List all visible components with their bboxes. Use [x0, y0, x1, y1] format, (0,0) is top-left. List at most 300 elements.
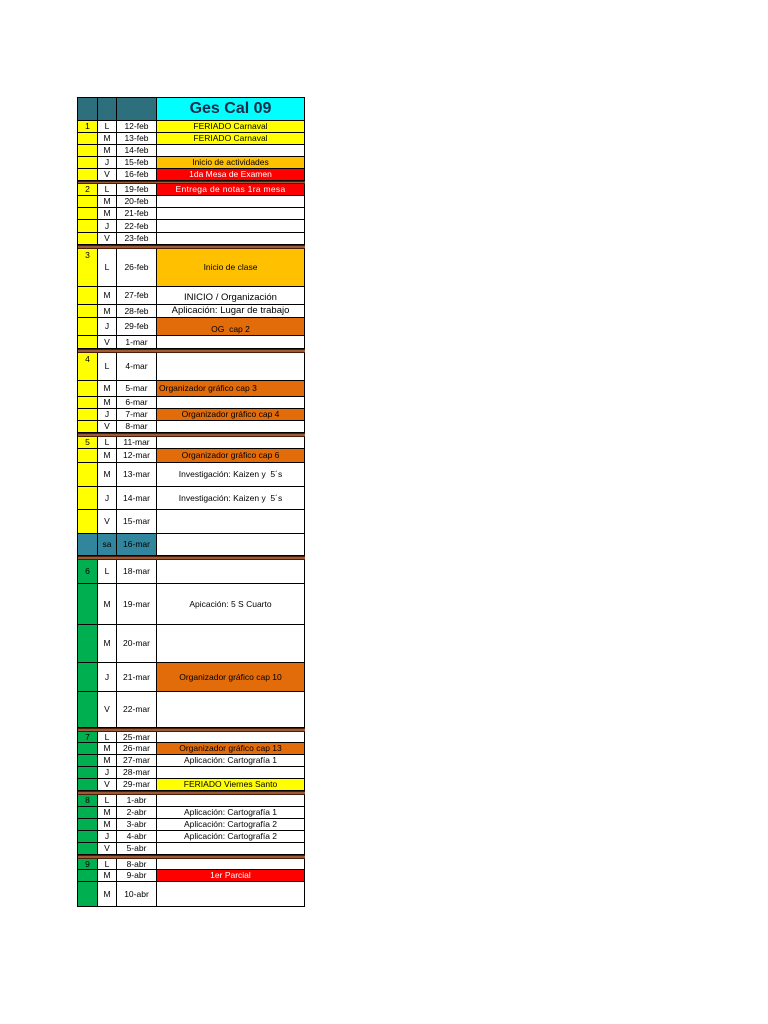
day-cell [98, 795, 117, 807]
date-cell [117, 807, 157, 819]
week-number-cell [78, 121, 98, 133]
day-cell [98, 208, 117, 220]
date-label: 22-mar [123, 704, 150, 715]
date-label: 27-mar [123, 755, 150, 766]
day-cell [98, 318, 117, 336]
date-cell [117, 795, 157, 807]
date-cell [117, 336, 157, 349]
activity-cell [157, 819, 305, 831]
date-label: 18-mar [123, 566, 150, 577]
week-number-cell [78, 397, 98, 409]
day-cell [98, 249, 117, 287]
week-number: 3 [85, 250, 90, 260]
day-label: M [103, 133, 111, 144]
activity-label: Apicación: 5 S Cuarto [189, 598, 272, 609]
header-row [78, 98, 305, 121]
table-row [78, 318, 305, 336]
day-label: M [103, 290, 111, 301]
day-cell [98, 807, 117, 819]
week-number: 5 [85, 437, 90, 448]
table-row [78, 184, 305, 196]
day-cell [98, 121, 117, 133]
activity-cell [157, 767, 305, 779]
table-row [78, 287, 305, 305]
week-number-cell [78, 487, 98, 510]
table-row [78, 220, 305, 233]
activity-cell [157, 318, 305, 336]
table-row [78, 421, 305, 433]
day-label: V [104, 843, 110, 854]
table-row [78, 305, 305, 318]
date-label: 5-abr [126, 843, 147, 854]
activity-cell [157, 743, 305, 755]
activity-label: Aplicación: Cartografía 1 [183, 807, 278, 818]
day-cell [98, 819, 117, 831]
day-label: L [104, 859, 110, 869]
day-label: V [104, 421, 110, 432]
day-cell [98, 663, 117, 692]
date-label: 14-mar [123, 492, 150, 503]
activity-label: FERIADO Viernes Santo [183, 779, 278, 790]
activity-cell [157, 663, 305, 692]
activity-label: INICIO / Organización [184, 291, 277, 303]
table-row [78, 233, 305, 245]
date-label: 15-feb [124, 157, 149, 168]
day-label: M [103, 743, 111, 754]
week-number-cell [78, 145, 98, 157]
date-label: 10-abr [124, 888, 149, 899]
day-cell [98, 336, 117, 349]
week-number-cell [78, 534, 98, 556]
activity-cell [157, 133, 305, 145]
week-number-cell [78, 409, 98, 421]
activity-label: Organizador gráfico cap 4 [181, 409, 280, 420]
day-cell [98, 233, 117, 245]
table-row [78, 584, 305, 625]
date-cell [117, 409, 157, 421]
activity-label: Organizador gráfico cap 13 [179, 743, 282, 754]
day-label: L [104, 437, 110, 448]
activity-label: Inicio de actividades [192, 157, 269, 168]
table-row [78, 449, 305, 463]
day-label: M [103, 469, 111, 480]
date-label: 8-mar [125, 421, 148, 432]
date-label: 9-abr [126, 870, 147, 881]
week-number-cell [78, 584, 98, 625]
day-label: J [104, 409, 110, 420]
activity-cell [157, 157, 305, 169]
table-row [78, 133, 305, 145]
date-label: 19-feb [124, 184, 149, 195]
date-cell [117, 397, 157, 409]
table-row [78, 625, 305, 663]
date-label: 23-feb [124, 233, 149, 244]
table-row [78, 249, 305, 287]
date-label: 1-abr [126, 795, 147, 806]
day-cell [98, 409, 117, 421]
day-label: L [104, 566, 110, 577]
day-label: V [104, 516, 110, 527]
activity-cell [157, 169, 305, 181]
date-cell [117, 208, 157, 220]
day-label: M [103, 755, 111, 766]
day-label: L [104, 121, 110, 132]
activity-cell [157, 184, 305, 196]
day-label: V [104, 704, 110, 715]
day-label: V [104, 336, 110, 347]
week-number-cell [78, 381, 98, 397]
date-label: 28-feb [124, 305, 149, 316]
day-label: M [103, 819, 111, 830]
activity-cell [157, 732, 305, 743]
activity-cell [157, 463, 305, 487]
day-cell [98, 732, 117, 743]
table-row [78, 831, 305, 843]
day-cell [98, 196, 117, 208]
date-label: 4-abr [126, 831, 147, 842]
day-label: M [103, 638, 111, 649]
date-label: 4-mar [125, 361, 148, 372]
date-label: 15-mar [123, 516, 150, 527]
date-label: 26-feb [124, 262, 149, 273]
date-cell [117, 196, 157, 208]
header-week-cell [78, 98, 98, 121]
table-row [78, 397, 305, 409]
date-cell [117, 157, 157, 169]
date-label: 16-mar [123, 539, 150, 550]
date-label: 22-feb [124, 220, 149, 231]
day-label: V [104, 233, 110, 244]
day-label: M [103, 807, 111, 818]
day-label: J [104, 321, 110, 332]
activity-cell [157, 287, 305, 305]
date-label: 11-mar [123, 437, 150, 448]
day-cell [98, 381, 117, 397]
table-row [78, 807, 305, 819]
date-cell [117, 305, 157, 318]
day-cell [98, 755, 117, 767]
date-cell [117, 625, 157, 663]
activity-label: Aplicación: Cartografía 1 [183, 755, 278, 766]
week-number-cell [78, 560, 98, 584]
activity-label: 1er Parcial [210, 870, 251, 881]
week-number-cell [78, 318, 98, 336]
date-label: 1-mar [125, 336, 148, 347]
table-row [78, 819, 305, 831]
date-cell [117, 560, 157, 584]
date-cell [117, 421, 157, 433]
calendar-table [77, 97, 305, 907]
table-row [78, 767, 305, 779]
week-number-cell [78, 287, 98, 305]
day-cell [98, 584, 117, 625]
date-label: 25-mar [123, 732, 150, 742]
table-row [78, 463, 305, 487]
date-label: 19-mar [123, 598, 150, 609]
date-label: 14-feb [124, 145, 149, 156]
date-cell [117, 233, 157, 245]
date-cell [117, 184, 157, 196]
date-cell [117, 870, 157, 882]
day-cell [98, 487, 117, 510]
week-number-cell [78, 743, 98, 755]
date-cell [117, 584, 157, 625]
day-label: L [104, 262, 110, 273]
activity-cell [157, 353, 305, 381]
activity-cell [157, 560, 305, 584]
day-label: J [104, 492, 110, 503]
activity-label: Organizador gráfico cap 3 [159, 383, 257, 394]
week-number-cell [78, 859, 98, 870]
date-cell [117, 381, 157, 397]
date-cell [117, 487, 157, 510]
activity-cell [157, 843, 305, 855]
day-label: V [104, 779, 110, 790]
activity-cell [157, 421, 305, 433]
week-number-cell [78, 133, 98, 145]
date-cell [117, 220, 157, 233]
activity-label: FERIADO Carnaval [193, 133, 268, 144]
date-label: 12-mar [123, 450, 150, 461]
table-row [78, 692, 305, 728]
table-row [78, 409, 305, 421]
day-cell [98, 397, 117, 409]
date-cell [117, 779, 157, 791]
date-label: 26-mar [123, 743, 150, 754]
activity-cell [157, 795, 305, 807]
table-row [78, 779, 305, 791]
activity-cell [157, 121, 305, 133]
date-label: 16-feb [124, 169, 149, 180]
week-number: 8 [85, 795, 90, 806]
activity-cell [157, 449, 305, 463]
activity-label: Aplicación: Cartografía 2 [183, 831, 278, 842]
activity-cell [157, 534, 305, 556]
week-number-cell [78, 510, 98, 534]
day-cell [98, 692, 117, 728]
week-number: 4 [85, 354, 90, 364]
week-number-cell [78, 870, 98, 882]
day-cell [98, 779, 117, 791]
day-cell [98, 157, 117, 169]
table-row [78, 859, 305, 870]
date-cell [117, 318, 157, 336]
date-cell [117, 819, 157, 831]
date-cell [117, 249, 157, 287]
date-cell [117, 287, 157, 305]
week-number-cell [78, 169, 98, 181]
activity-cell [157, 208, 305, 220]
date-cell [117, 831, 157, 843]
activity-cell [157, 882, 305, 907]
week-number: 6 [85, 566, 90, 577]
day-cell [98, 560, 117, 584]
table-row [78, 353, 305, 381]
day-cell [98, 843, 117, 855]
table-row [78, 381, 305, 397]
date-cell [117, 859, 157, 870]
day-label: J [104, 767, 110, 778]
week-number-cell [78, 843, 98, 855]
day-cell [98, 859, 117, 870]
header-date-cell [117, 98, 157, 121]
date-cell [117, 882, 157, 907]
date-cell [117, 843, 157, 855]
date-cell [117, 121, 157, 133]
date-cell [117, 510, 157, 534]
week-number-cell [78, 437, 98, 449]
activity-cell [157, 220, 305, 233]
date-cell [117, 145, 157, 157]
week-number-cell [78, 196, 98, 208]
day-cell [98, 287, 117, 305]
activity-cell [157, 859, 305, 870]
activity-cell [157, 305, 305, 318]
week-number-cell [78, 732, 98, 743]
table-row [78, 157, 305, 169]
date-cell [117, 534, 157, 556]
week-number-cell [78, 421, 98, 433]
date-label: 29-feb [124, 321, 149, 332]
header-day-cell [98, 98, 117, 121]
table-row [78, 336, 305, 349]
activity-label: Organizador gráfico cap 6 [181, 450, 280, 461]
day-label: M [103, 208, 111, 219]
week-number-cell [78, 831, 98, 843]
day-label: J [104, 157, 110, 168]
activity-cell [157, 196, 305, 208]
date-label: 6-mar [125, 397, 148, 408]
week-number: 7 [85, 732, 90, 742]
week-number-cell [78, 449, 98, 463]
day-cell [98, 305, 117, 318]
day-cell [98, 145, 117, 157]
day-cell [98, 437, 117, 449]
date-cell [117, 755, 157, 767]
table-row [78, 196, 305, 208]
activity-cell [157, 487, 305, 510]
table-row [78, 663, 305, 692]
date-cell [117, 353, 157, 381]
activity-label: Investigación: Kaizen y 5´s [178, 469, 283, 480]
activity-label: Organizador gráfico cap 10 [179, 671, 282, 682]
week-number-cell [78, 249, 98, 287]
day-cell [98, 133, 117, 145]
day-cell [98, 534, 117, 556]
day-label: L [104, 361, 110, 372]
table-row [78, 121, 305, 133]
date-label: 5-mar [125, 383, 148, 394]
week-number: 2 [85, 184, 90, 195]
day-cell [98, 421, 117, 433]
date-label: 2-abr [126, 807, 147, 818]
table-row [78, 560, 305, 584]
date-label: 21-feb [124, 208, 149, 219]
day-label: M [103, 145, 111, 156]
activity-cell [157, 755, 305, 767]
activity-label: FERIADO Carnaval [193, 121, 268, 132]
activity-cell [157, 870, 305, 882]
title-cell [157, 98, 305, 121]
activity-cell [157, 807, 305, 819]
day-label: M [103, 888, 111, 899]
day-cell [98, 870, 117, 882]
day-cell [98, 882, 117, 907]
activity-cell [157, 692, 305, 728]
date-cell [117, 663, 157, 692]
day-label: L [104, 732, 110, 742]
week-number-cell [78, 779, 98, 791]
table-row [78, 437, 305, 449]
week-number-cell [78, 157, 98, 169]
table-row [78, 534, 305, 556]
day-cell [98, 353, 117, 381]
activity-label: OG cap 2 [211, 323, 250, 334]
activity-label: Aplicación: Lugar de trabajo [171, 305, 290, 317]
week-number-cell [78, 184, 98, 196]
day-label: J [104, 831, 110, 842]
day-cell [98, 463, 117, 487]
activity-cell [157, 233, 305, 245]
day-cell [98, 743, 117, 755]
activity-cell [157, 397, 305, 409]
day-label: J [104, 671, 110, 682]
day-cell [98, 220, 117, 233]
activity-cell [157, 409, 305, 421]
date-label: 20-mar [123, 638, 150, 649]
week-number-cell [78, 882, 98, 907]
week-number-cell [78, 767, 98, 779]
day-label: M [103, 598, 111, 609]
activity-label: Investigación: Kaizen y 5´s [178, 492, 283, 503]
day-label: V [104, 169, 110, 180]
table-row [78, 145, 305, 157]
day-label: sa [102, 539, 112, 550]
day-cell [98, 831, 117, 843]
week-number: 9 [85, 859, 90, 869]
week-number-cell [78, 625, 98, 663]
activity-label: Inicio de clase [203, 262, 258, 273]
date-label: 12-feb [124, 121, 149, 132]
date-label: 21-mar [123, 671, 150, 682]
table-row [78, 755, 305, 767]
week-number-cell [78, 220, 98, 233]
date-label: 13-mar [123, 469, 150, 480]
date-label: 8-abr [126, 859, 147, 869]
table-row [78, 487, 305, 510]
date-label: 20-feb [124, 196, 149, 207]
table-row [78, 743, 305, 755]
table-row [78, 882, 305, 907]
day-cell [98, 169, 117, 181]
activity-cell [157, 779, 305, 791]
date-cell [117, 463, 157, 487]
activity-label: Entrega de notas 1ra mesa [175, 184, 286, 195]
activity-cell [157, 249, 305, 287]
date-cell [117, 767, 157, 779]
day-cell [98, 184, 117, 196]
week-number-cell [78, 233, 98, 245]
day-label: J [104, 220, 110, 231]
week-number-cell [78, 755, 98, 767]
day-label: M [103, 383, 111, 394]
date-cell [117, 449, 157, 463]
week-number: 1 [85, 121, 90, 132]
activity-cell [157, 336, 305, 349]
activity-cell [157, 145, 305, 157]
table-row [78, 843, 305, 855]
week-number-cell [78, 336, 98, 349]
